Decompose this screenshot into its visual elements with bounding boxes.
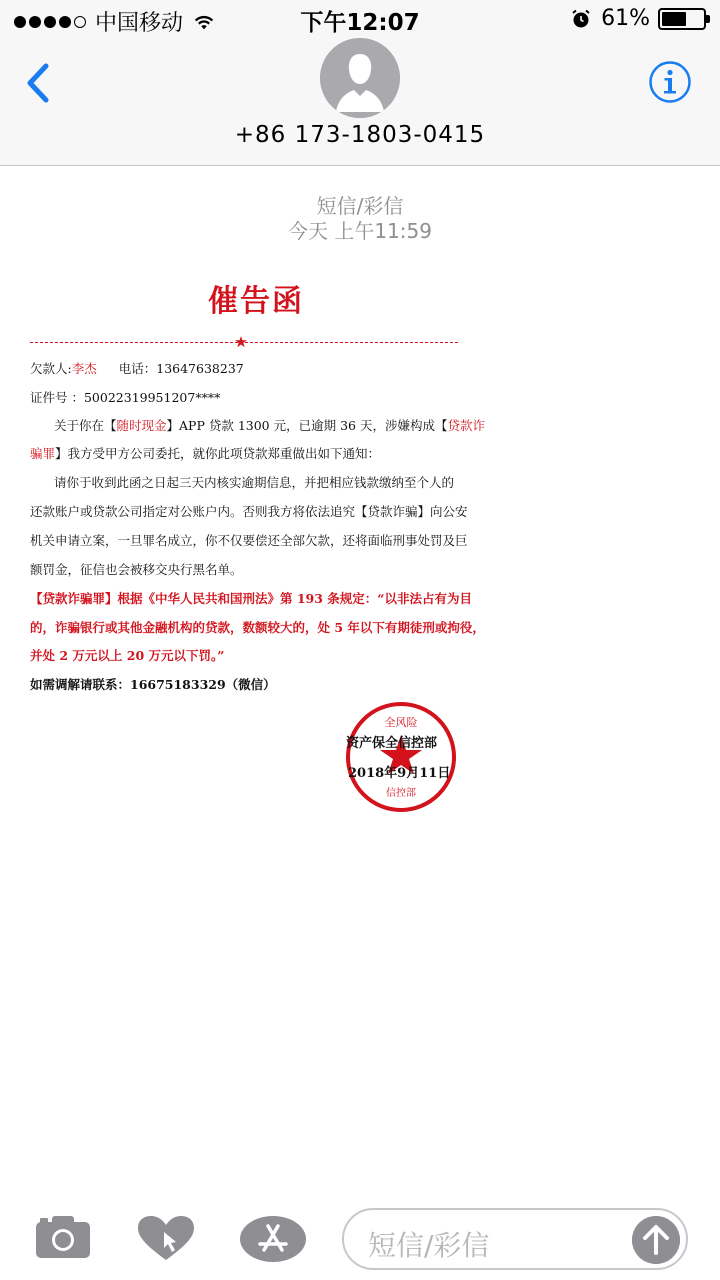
p1f: 】我方受甲方公司委托，就你此项贷款郑重做出如下通知： — [55, 446, 381, 461]
star-icon — [235, 336, 247, 348]
battery-tip — [706, 15, 710, 23]
law-line-3: 并处 2 万元以上 20 万元以下罚。” — [30, 648, 225, 663]
message-input[interactable] — [342, 1208, 688, 1270]
chevron-left-icon[interactable] — [20, 60, 60, 106]
id-label: 证件号 ： — [30, 390, 84, 405]
status-bar — [0, 0, 720, 40]
seal-bottom-text: 信控部 — [386, 788, 416, 799]
status-time: 下午12:07 — [300, 10, 420, 36]
app-store-icon[interactable] — [238, 1214, 308, 1264]
conversation-header — [0, 40, 720, 166]
alarm-clock-icon — [571, 9, 591, 29]
letter-title: 催告函 — [208, 284, 304, 319]
carrier-name: 中国移动 — [95, 11, 184, 36]
message-input-placeholder: 短信/彩信 — [368, 1229, 490, 1262]
id-number: 50022319951207**** — [83, 390, 221, 405]
red-seal-stamp — [344, 700, 458, 814]
debtor-name: 李杰 — [71, 361, 97, 376]
crime-name-part2: 骗罪 — [30, 446, 56, 461]
crime-name-part1: 贷款诈 — [447, 418, 485, 433]
person-silhouette-icon — [320, 38, 400, 118]
info-icon[interactable] — [648, 60, 692, 104]
seal-top-text: 全风险 — [384, 716, 418, 729]
phone-label: 电话： — [118, 361, 157, 376]
paragraph-2-line-2: 还款账户或贷款公司指定对公账户内。否则我方将依法追究【贷款诈骗】向公安 — [30, 504, 468, 519]
p1a: 关于你在【 — [54, 418, 117, 433]
paragraph-2-line-3: 机关申请立案，一旦罪名成立，你不仅要偿还全部欠款，还将面临刑事处罚及巨 — [30, 533, 468, 548]
battery-icon — [658, 8, 706, 30]
paragraph-1-line-1 — [30, 416, 485, 434]
contact-line: 如需调解请联系：16675183329（微信） — [30, 677, 276, 692]
status-right — [571, 6, 706, 31]
debtor-phone: 13647638237 — [156, 361, 244, 376]
id-line — [30, 388, 220, 406]
compose-toolbar — [0, 1196, 720, 1280]
law-line-1: 【贷款诈骗罪】根据《中华人民共和国刑法》第 193 条规定：“以非法占有为目 — [30, 591, 472, 606]
paragraph-2-line-1: 请你于收到此函之日起三天内核实逾期信息，并把相应钱款缴纳至个人的 — [54, 475, 455, 490]
p1c: 】APP 贷款 1300 元，已逾期 36 天，涉嫌构成【 — [166, 418, 448, 433]
message-type-label: 短信/彩信 — [316, 194, 404, 218]
sign-date: 2018年9月11日 — [348, 766, 451, 781]
message-timestamp: 今天 上午11:59 — [288, 219, 432, 243]
debtor-line — [30, 359, 244, 377]
battery-percent: 61% — [601, 6, 650, 31]
mms-image-attachment[interactable] — [26, 276, 485, 806]
debtor-label: 欠款人: — [30, 361, 72, 376]
digital-touch-icon[interactable] — [134, 1214, 198, 1264]
app-name: 随时现金 — [116, 418, 167, 433]
paragraph-2-line-4: 额罚金，征信也会被移交央行黑名单。 — [30, 562, 243, 577]
send-arrow-icon[interactable] — [632, 1216, 680, 1264]
sign-department: 资产保全信控部 — [346, 736, 438, 751]
paragraph-1-line-2 — [30, 444, 380, 462]
contact-avatar[interactable] — [320, 38, 400, 118]
battery-fill — [662, 12, 686, 26]
contact-phone-number[interactable]: +86 173-1803-0415 — [234, 122, 486, 148]
law-line-2: 的，诈骗银行或其他金融机构的贷款，数额较大的，处 5 年以下有期徒刑或拘役， — [30, 620, 485, 635]
camera-icon[interactable] — [34, 1214, 92, 1260]
